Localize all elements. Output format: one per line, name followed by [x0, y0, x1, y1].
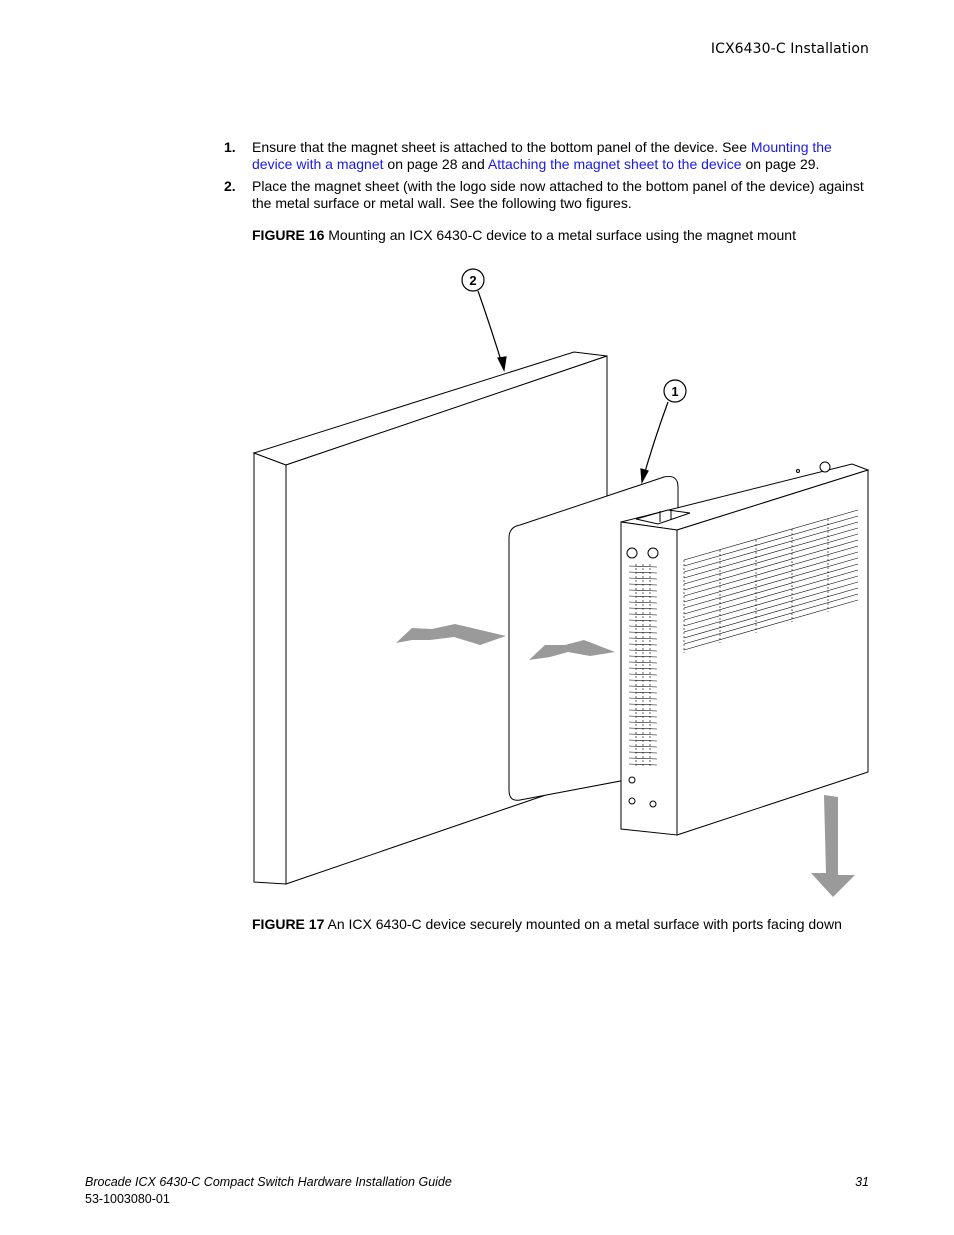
- step-number: 1.: [224, 139, 236, 155]
- step-1: [224, 139, 874, 179]
- step-text-part: Ensure that the magnet sheet is attached to the bottom panel of the device. See: [252, 139, 751, 155]
- link-attaching-magnet-sheet[interactable]: Attaching the magnet sheet to the device: [487, 156, 742, 172]
- step-text-part: on page 28 and: [383, 156, 488, 172]
- figure-caption-text: Mounting an ICX 6430-C device to a metal surface using the magnet mount: [324, 227, 796, 243]
- callout-number: 1: [671, 384, 679, 399]
- figure-label: FIGURE 16: [252, 227, 325, 243]
- figure-label: FIGURE 17: [252, 916, 325, 932]
- footer-doc-title: Brocade ICX 6430-C Compact Switch Hardware Installation Guide: [85, 1175, 452, 1189]
- figure-caption-text: An ICX 6430-C device securely mounted on a metal surface with ports facing down: [324, 916, 842, 932]
- step-text: Place the magnet sheet (with the logo side now attached to the bottom panel of the device) against the metal surface or metal wall. See the following two figures.: [252, 178, 864, 211]
- link-mounting-with-magnet[interactable]: Mounting the device with a magnet: [252, 139, 832, 172]
- footer-doc-number: 53-1003080-01: [85, 1192, 170, 1206]
- page-number: 31: [855, 1175, 869, 1189]
- running-header: ICX6430-C Installation: [710, 41, 869, 57]
- figure-17-caption: [252, 916, 842, 932]
- step-2: [224, 178, 874, 218]
- callout-1: [641, 380, 686, 482]
- down-arrow-icon: [811, 795, 855, 897]
- callout-number: 2: [469, 273, 477, 288]
- step-text-part: on page 29.: [741, 156, 820, 172]
- step-number: 2.: [224, 178, 236, 194]
- step-text: [252, 139, 874, 173]
- figure-16-caption: [252, 227, 796, 243]
- figure-16-illustration: [240, 258, 880, 908]
